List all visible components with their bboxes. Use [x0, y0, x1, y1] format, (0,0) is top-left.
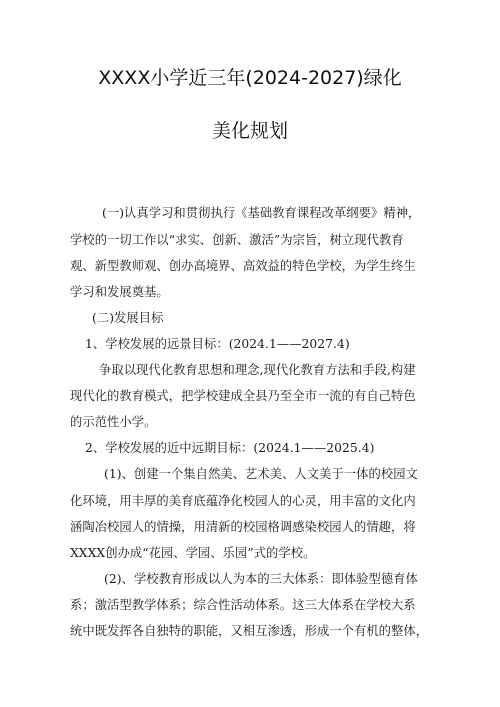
paragraph-3-line-4: XXXX创办成“花园、学园、乐园”式的学校。: [70, 546, 316, 560]
paragraph-1-line-2: 学校的一切工作以“求实、创新、激活”为宗旨，树立现代教育: [70, 233, 404, 247]
document-title-line-2: 美化规划: [211, 120, 288, 142]
paragraph-3-line-1: (1)、创建一个集自然美、艺术美、人文美于一体的校园文: [104, 467, 418, 481]
paragraph-4-line-2: 系；激活型教学体系；综合性活动体系。这三大体系在学校大系: [70, 598, 416, 612]
paragraph-1-line-4: 学习和发展奠基。: [70, 285, 169, 299]
paragraph-2-line-3: 的示范性小学。: [70, 415, 157, 429]
paragraph-2-line-1: 争取以现代化教育思想和理念,现代化教育方法和手段,构建: [99, 363, 416, 377]
paragraph-3-line-3: 涵陶冶校园人的情操，用清新的校园格调感染校园人的情趣，将: [70, 520, 416, 534]
goal-1-heading: 1、学校发展的远景目标：(2024.1——2027.4): [85, 337, 350, 351]
paragraph-1-line-3: 观、新型教师观、创办高境界、高效益的特色学校，为学生终生: [70, 259, 416, 273]
paragraph-2-line-2: 现代化的教育模式，把学校建成全县乃至全市一流的有自己特色: [70, 389, 416, 403]
paragraph-4-line-1: (2)、学校教育形成以人为本的三大体系：即体验型德育体: [104, 572, 418, 586]
section-heading-goals: (二)发展目标: [92, 311, 164, 325]
goal-2-heading: 2、学校发展的近中远期目标：(2024.1——2025.4): [85, 441, 375, 455]
paragraph-3-line-2: 化环境，用丰厚的美育底蕴净化校园人的心灵，用丰富的文化内: [70, 494, 416, 508]
paragraph-1-line-1: (一)认真学习和贯彻执行《基础教育课程改革纲要》精神，: [102, 206, 421, 220]
document-title-line-1: XXXX小学近三年(2024-2027)绿化: [98, 67, 402, 89]
paragraph-4-line-3: 统中既发挥各自独特的职能，又相互渗透，形成一个有机的整体，: [70, 624, 429, 638]
